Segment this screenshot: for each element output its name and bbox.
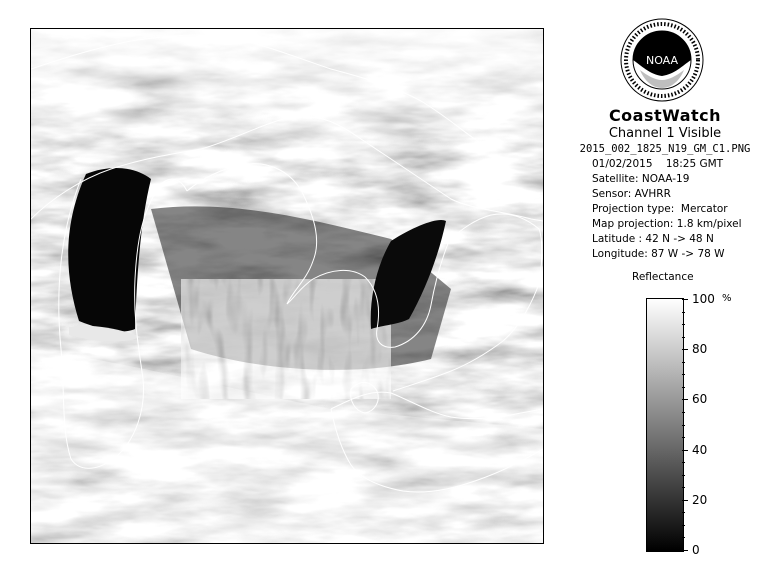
colorbar-minor-tick	[682, 487, 685, 488]
filename-label: 2015_002_1825_N19_GM_C1.PNG	[579, 143, 751, 155]
cloud-band-north	[31, 29, 543, 169]
colorbar-minor-tick	[682, 362, 685, 363]
longitude-label: Longitude: 87 W -> 78 W	[592, 248, 725, 260]
reflectance-colorbar	[646, 298, 684, 552]
colorbar-minor-tick	[682, 462, 685, 463]
colorbar-minor-tick	[682, 512, 685, 513]
projection-type-label: Projection type: Mercator	[592, 203, 728, 215]
colorbar-minor-tick	[682, 437, 685, 438]
colorbar-major-tick	[682, 500, 688, 501]
colorbar-tick-label: 20	[692, 492, 708, 507]
info-panel	[560, 106, 770, 262]
colorbar-tick-label: 100	[692, 292, 715, 306]
noaa-logo-icon	[620, 18, 704, 102]
colorbar-minor-tick	[682, 374, 685, 375]
colorbar-minor-tick	[682, 475, 685, 476]
colorbar-minor-tick	[682, 387, 685, 388]
colorbar-tick-label: 80	[692, 342, 708, 357]
colorbar-tick-label: 0	[692, 543, 700, 557]
colorbar-minor-tick	[682, 425, 685, 426]
channel-label: Channel 1 Visible	[608, 126, 722, 141]
datetime-label: 01/02/2015 18:25 GMT	[592, 158, 724, 170]
product-title: CoastWatch	[608, 106, 722, 125]
satellite-image	[30, 28, 544, 544]
colorbar-minor-tick	[682, 312, 685, 313]
colorbar-minor-tick	[682, 537, 685, 538]
colorbar-tick-label: 60	[692, 392, 708, 407]
legend-unit: %	[722, 293, 732, 304]
legend-title: Reflectance	[632, 271, 694, 283]
colorbar-minor-tick	[682, 412, 685, 413]
colorbar-major-tick	[682, 399, 688, 400]
colorbar-tick-label: 40	[692, 442, 708, 457]
colorbar-major-tick	[682, 299, 688, 300]
satellite-map-svg	[31, 29, 543, 543]
colorbar-minor-tick	[682, 525, 685, 526]
latitude-label: Latitude : 42 N -> 48 N	[592, 233, 714, 245]
noaa-logo	[620, 18, 704, 102]
sensor-label: Sensor: AVHRR	[592, 188, 671, 200]
colorbar-major-tick	[682, 550, 688, 551]
map-projection-label: Map projection: 1.8 km/pixel	[592, 218, 742, 230]
colorbar-minor-tick	[682, 324, 685, 325]
colorbar-minor-tick	[682, 337, 685, 338]
satellite-label: Satellite: NOAA-19	[592, 173, 690, 185]
colorbar-major-tick	[682, 349, 688, 350]
logo-text: NOAA	[645, 54, 679, 67]
colorbar-major-tick	[682, 450, 688, 451]
